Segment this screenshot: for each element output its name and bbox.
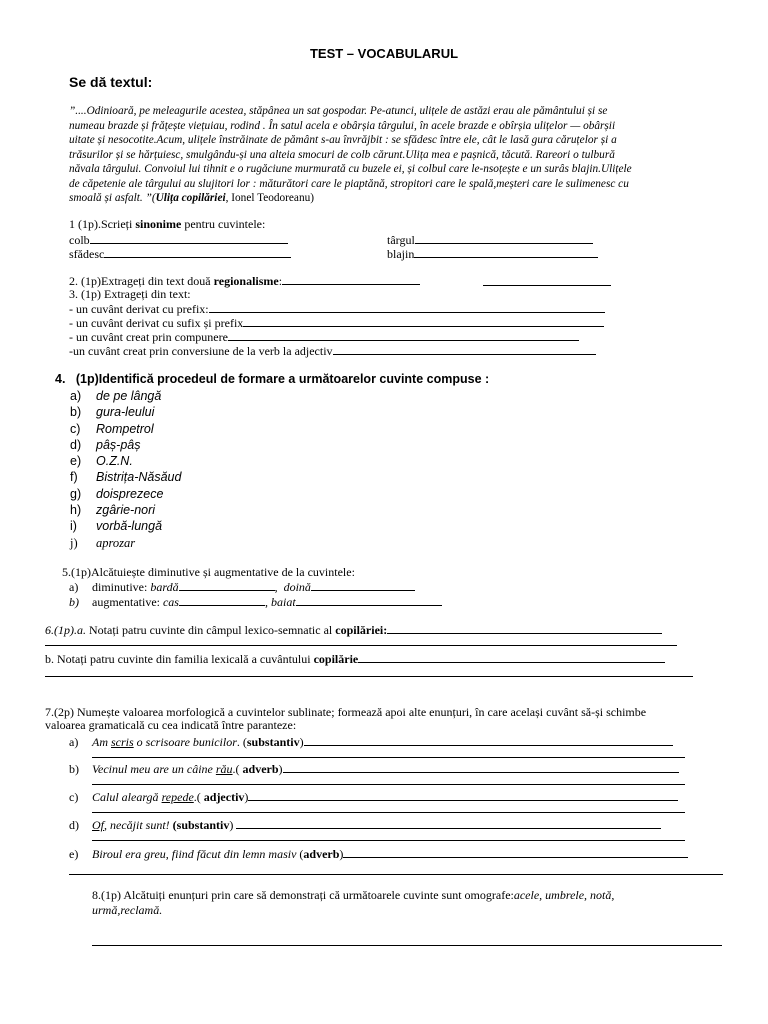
question-5: 5.(1p)Alcătuiește diminutive și augmentative de la cuvintele: <box>62 565 355 579</box>
word: doină <box>283 580 311 594</box>
sentence: ) <box>229 818 237 832</box>
list-item <box>70 502 181 518</box>
word: bardă <box>150 580 179 594</box>
sentence: o scrisoare bunicilor <box>133 735 237 749</box>
list-item <box>70 453 181 469</box>
q1-row <box>387 246 598 262</box>
item-label: j) <box>70 536 78 550</box>
question-text: -un cuvânt creat prin conversiune de la verb la adjectiv <box>69 344 333 358</box>
item-word: gura-leului <box>96 405 155 420</box>
question-text: diminutive: <box>92 580 151 594</box>
item-word: O.Z.N. <box>96 454 133 469</box>
q7-row-e <box>69 846 688 862</box>
passage-line: năvala târgului. Convoiul lui tihnit e o rugăciune murmurată cu buzele ei, și colbul care le-nsoțește e un surâs blajin.Ulițele <box>69 163 632 175</box>
question-text: 8.(1p) Alcătuiți enunțuri prin care să demonstrați că următoarele cuvinte sunt omografe: <box>92 888 514 902</box>
q7-row-d <box>69 817 661 833</box>
sentence: . ( <box>236 735 247 749</box>
question-3: 3. (1p) Extrageți din text: <box>69 287 191 301</box>
item-label: g) <box>70 486 82 501</box>
answer-blank[interactable] <box>304 734 673 746</box>
sentence: Am <box>92 735 111 749</box>
question-8-cont: urmă,reclamă. <box>92 903 163 917</box>
target-value: adverb <box>242 762 279 776</box>
q3-row <box>69 343 596 359</box>
item-label: d) <box>69 818 79 832</box>
underlined-word: repede <box>161 790 194 804</box>
list-item <box>70 421 181 437</box>
answer-blank[interactable] <box>248 789 678 801</box>
answer-line[interactable] <box>92 812 685 813</box>
sentence: ) <box>244 790 249 804</box>
q5-row: a) diminutive: bardă , doină <box>69 579 415 595</box>
list-item <box>70 469 181 485</box>
answer-line[interactable] <box>45 645 677 646</box>
question-6b <box>45 651 665 667</box>
answer-blank[interactable] <box>179 579 275 591</box>
passage-line: ”....Odinioară, pe meleagurile acestea, stăpânea un sat gospodar. Pe-atunci, ulițele de astăzi erau ale pământului și se <box>69 105 608 117</box>
sentence: , necăjit sunt! <box>104 818 173 832</box>
question-1 <box>69 217 265 232</box>
question-text: : <box>278 274 283 288</box>
answer-blank[interactable] <box>209 301 605 313</box>
question-text: - un cuvânt derivat cu prefix: <box>69 302 209 316</box>
question-number: 4. <box>55 372 66 386</box>
answer-blank[interactable] <box>358 651 665 663</box>
sentence: ) <box>339 847 344 861</box>
word-label: sfădesc <box>69 247 105 261</box>
passage-line: de căpetenie ale târgului au slujitori lor : măturători care le piaptănă, stropitori care le spală,meșteri care le sulimenesc cu <box>69 177 629 190</box>
item-label: d) <box>70 437 82 452</box>
question-text: (1p)Identifică procedeul de formare a următoarelor cuvinte compuse : <box>75 372 490 386</box>
compound-word-list <box>70 388 181 535</box>
q7-row-a <box>69 734 673 750</box>
word-label: târgul <box>387 233 415 247</box>
sentence: ) <box>299 735 304 749</box>
answer-blank[interactable] <box>243 315 604 327</box>
item-word: Rompetrol <box>96 421 154 436</box>
question-text: augmentative: <box>92 595 163 609</box>
answer-blank[interactable] <box>296 594 442 606</box>
answer-line[interactable] <box>92 784 685 785</box>
word: cas <box>162 595 179 609</box>
item-word: pâș-pâș <box>96 437 141 452</box>
answer-blank[interactable] <box>179 594 265 606</box>
item-word: de pe lângă <box>96 389 162 403</box>
passage-line: trăsurilor și se hărțuiesc, smulgându-și una alteia smocuri de colb cărunt.Ulița mea e pașnică, tăcută. Rareori o tulbură <box>69 148 615 161</box>
underlined-word: rău <box>215 762 233 776</box>
sentence: Vecinul meu are un câine <box>92 762 216 776</box>
passage-author: , Ionel Teodoreanu) <box>225 192 315 204</box>
word-label: blajin <box>387 247 415 261</box>
question-keyword: copilăriei: <box>335 623 388 637</box>
answer-blank[interactable] <box>228 329 579 341</box>
word-list: acele, umbrele, notă, <box>513 888 615 902</box>
answer-blank[interactable] <box>282 273 420 285</box>
target-value: substantiv <box>246 735 300 749</box>
question-7: 7.(2p) Numește valoarea morfologică a cuvintelor sublinate; formează apoi alte enunțuri, în care același cuvânt să-și schimbe <box>45 705 647 719</box>
answer-blank[interactable] <box>236 817 661 829</box>
item-label: i) <box>70 519 77 534</box>
question-keyword: copilărie <box>313 652 359 666</box>
subtitle: Se dă textul: <box>69 74 153 90</box>
passage-source-title: Ulița copilăriei <box>155 192 226 204</box>
list-item <box>70 536 135 551</box>
list-item <box>70 518 181 534</box>
answer-blank[interactable] <box>90 232 288 244</box>
answer-blank[interactable] <box>283 761 679 773</box>
item-label: a) <box>69 580 79 594</box>
sentence: .( <box>193 790 204 804</box>
item-word: doisprezece <box>96 486 164 501</box>
answer-line[interactable] <box>92 757 685 758</box>
answer-blank[interactable] <box>387 622 662 634</box>
word-label: colb <box>69 233 90 247</box>
q7-row-c <box>69 789 678 805</box>
item-label: e) <box>70 454 82 469</box>
q1-row <box>69 246 291 262</box>
list-item <box>70 437 181 453</box>
answer-blank[interactable] <box>415 232 593 244</box>
underlined-word: Of <box>92 818 104 832</box>
list-item <box>70 404 181 420</box>
item-label: c) <box>69 790 79 804</box>
separator-line <box>69 874 723 875</box>
target-value: adverb <box>303 847 340 861</box>
item-word: zgârie-nori <box>96 503 156 518</box>
item-label: b) <box>69 762 79 776</box>
sentence: .( <box>232 762 243 776</box>
item-word: Bistrița-Năsăud <box>96 470 182 485</box>
question-8 <box>92 888 614 903</box>
question-text: pentru cuvintele: <box>181 217 266 231</box>
question-text: b. Notați patru cuvinte din familia lexicală a cuvântului <box>45 652 314 666</box>
item-word: vorbă-lungă <box>96 519 163 534</box>
answer-blank[interactable] <box>333 343 596 355</box>
item-word: aprozar <box>96 536 136 550</box>
answer-blank[interactable] <box>104 246 291 258</box>
target-value: adjectiv <box>203 790 245 804</box>
item-label: b) <box>69 595 79 609</box>
page-title: TEST – VOCABULARUL <box>309 46 459 61</box>
passage-line: uitate și nesocotite.Acum, ulițele înstrăinate de pământ s-au învrăjbit : se sfădesc între ele, cât le lasă gura căruțelor și a <box>69 134 617 146</box>
sentence: ) <box>278 762 283 776</box>
item-label: e) <box>69 847 79 861</box>
question-text: - un cuvânt creat prin compunere <box>69 330 228 344</box>
word: baiat <box>270 595 296 609</box>
q2-blank-2 <box>483 273 611 291</box>
passage-text: smoală și asfalt. ”( <box>69 192 156 204</box>
answer-blank[interactable] <box>414 246 598 258</box>
reading-passage <box>69 104 719 206</box>
question-text: 2. (1p)Extrageți din text două <box>69 274 214 288</box>
answer-blank[interactable] <box>311 579 415 591</box>
answer-line[interactable] <box>92 945 722 946</box>
item-label: b) <box>70 405 82 420</box>
answer-blank[interactable] <box>343 846 688 858</box>
answer-blank[interactable] <box>483 274 611 286</box>
list-item <box>70 486 181 502</box>
answer-line[interactable] <box>92 840 685 841</box>
question-6a <box>45 622 662 638</box>
question-text: 1 (1p).Scrieți <box>69 217 136 231</box>
target-value: (substantiv <box>172 818 230 832</box>
sentence: Biroul era greu, fiind făcut din lemn masiv <box>92 847 297 861</box>
question-7-cont: valoarea gramaticală cu cea indicată între paranteze: <box>45 718 297 732</box>
q5-row: b) augmentative: cas , baiat <box>69 594 442 610</box>
question-keyword: regionalisme <box>213 274 279 288</box>
list-item <box>70 388 181 404</box>
question-4 <box>55 372 489 386</box>
passage-line: numeau brazde și frățește viețuiau, rodind . În satul acela e obârșia târgului, în acele brazde e obîrșia ulițelor — obârșii <box>69 119 616 132</box>
item-label: a) <box>70 389 82 403</box>
passage-line <box>69 191 719 206</box>
item-label: h) <box>70 503 82 518</box>
question-text: - un cuvânt derivat cu sufix și prefix <box>69 316 244 330</box>
q7-row-b <box>69 761 679 777</box>
item-label: f) <box>70 470 78 485</box>
question-number: 6.(1p).a. <box>45 623 86 637</box>
question-text: Notați patru cuvinte din câmpul lexico-semnatic al <box>86 623 336 637</box>
item-label: a) <box>69 735 79 749</box>
answer-line[interactable] <box>45 676 693 677</box>
sentence: ( <box>296 847 304 861</box>
item-label: c) <box>70 421 81 436</box>
question-keyword: sinonime <box>135 217 182 231</box>
sentence: Calul aleargă <box>92 790 162 804</box>
underlined-word: scris <box>111 735 134 749</box>
